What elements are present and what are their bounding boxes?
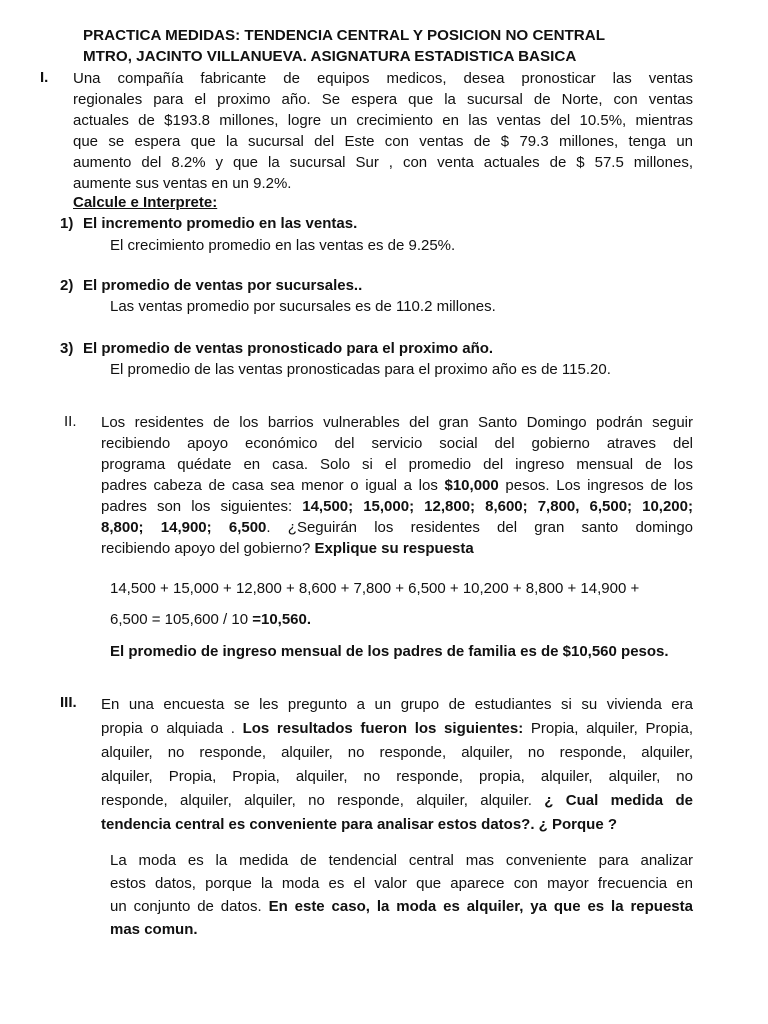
section-3-answer-line: La moda es la medida de tendencial central mas conveniente para analizar <box>110 852 693 869</box>
section-2-line: programa quédate en casa. Solo si el promedio del ingreso mensual de los <box>101 456 693 473</box>
section-3-line: alquiler, no responde, alquiler, no responde, alquiler, no responde, alquiler, <box>101 744 693 761</box>
section-1-line: regionales para el proximo año. Se espera que la sucursal de Norte, con ventas <box>73 91 693 108</box>
section-2-conclusion: El promedio de ingreso mensual de los padres de familia es de $10,560 pesos. <box>110 643 669 660</box>
calculation-result: =10,560. <box>252 611 312 628</box>
section-3-answer-line: mas comun. <box>110 921 198 938</box>
section-1-line: aumente sus ventas en un 9.2%. <box>73 175 292 192</box>
section-3-line: alquiler, Propia, Propia, alquiler, no responde, propia, alquiler, alquiler, no <box>101 768 693 785</box>
section-3-answer-line: un conjunto de datos. En este caso, la moda es alquiler, ya que es la repuesta <box>110 898 693 915</box>
income-values: 8,800; 14,900; 6,500 <box>101 519 267 536</box>
item-1-number: 1) <box>60 215 74 232</box>
item-1-question: El incremento promedio en las ventas. <box>83 215 358 232</box>
section-2-line: 8,800; 14,900; 6,500. ¿Seguirán los residentes del gran santo domingo <box>101 519 694 536</box>
document-title: PRACTICA MEDIDAS: TENDENCIA CENTRAL Y POSICION NO CENTRAL <box>83 27 606 44</box>
section-1-line: aumento del 8.2% y que la sucursal Sur , con venta actuales de $ 57.5 millones, <box>73 154 693 171</box>
item-2-number: 2) <box>60 277 74 294</box>
section-3-answer-line: estos datos, porque la moda es el valor que aparece con mayor frecuencia en <box>110 875 693 892</box>
section-3-answer <box>110 849 693 941</box>
section-3-line: propia o alquiada . Los resultados fueron los siguientes: Propia, alquiler, Propia, <box>101 720 693 737</box>
section-2-line: Los residentes de los barrios vulnerables del gran Santo Domingo podrán seguir <box>101 414 693 431</box>
document-subtitle: MTRO, JACINTO VILLANUEVA. ASIGNATURA ESTADISTICA BASICA <box>83 48 577 65</box>
section-3-question: tendencia central es conveniente para analisar estos datos?. ¿ Porque ? <box>101 816 617 833</box>
section-3-line: En una encuesta se les pregunto a un grupo de estudiantes si su vivienda era <box>101 696 693 713</box>
item-1-answer: El crecimiento promedio en las ventas es de 9.25%. <box>110 237 456 254</box>
section-1-line: Una compañía fabricante de equipos medicos, desea pronosticar las ventas <box>73 70 693 87</box>
section-3-line: responde, alquiler, alquiler, no responde, alquiler, alquiler. ¿ Cual medida de <box>101 792 693 809</box>
item-2-question: El promedio de ventas por sucursales.. <box>83 277 363 294</box>
income-values: 14,500; 15,000; 12,800; 8,600; 7,800, 6,500; 10,200; <box>302 498 693 515</box>
section-2-line: recibiendo apoyo económico del servicio social del gobierno atraves del <box>101 435 693 452</box>
income-threshold: $10,000 <box>444 477 499 494</box>
instruction-heading: Calcule e Interprete: <box>73 194 218 211</box>
section-2-numeral: II. <box>64 413 77 430</box>
section-3-numeral: III. <box>60 694 77 711</box>
item-3-answer: El promedio de las ventas pronosticadas para el proximo año es de 115.20. <box>110 361 611 378</box>
section-1-problem <box>73 68 693 194</box>
item-2-answer: Las ventas promedio por sucursales es de 110.2 millones. <box>110 298 496 315</box>
calculation-line: 14,500 + 15,000 + 12,800 + 8,600 + 7,800 + 6,500 + 10,200 + 8,800 + 14,900 + <box>110 580 640 597</box>
section-2-problem <box>101 412 693 559</box>
section-2-line: padres cabeza de casa sea menor o igual a los $10,000 pesos. Los ingresos de los <box>101 477 693 494</box>
section-1-line: que se espera que la sucursal del Este con ventas de $ 79.3 millones, tenga un <box>73 133 693 150</box>
section-3-problem <box>101 693 693 837</box>
section-2-line: recibiendo apoyo del gobierno? Explique su respuesta <box>101 540 474 557</box>
section-1-line: actuales de $193.8 millones, logre un crecimiento en las ventas del 10.5%, mientras <box>73 112 693 129</box>
section-1-numeral: I. <box>40 69 49 86</box>
section-2-line: padres son los siguientes: 14,500; 15,000; 12,800; 8,600; 7,800, 6,500; 10,200; <box>101 498 693 515</box>
item-3-question: El promedio de ventas pronosticado para el proximo año. <box>83 340 494 357</box>
item-3-number: 3) <box>60 340 74 357</box>
calculation-line: 6,500 = 105,600 / 10 =10,560. <box>110 611 312 628</box>
